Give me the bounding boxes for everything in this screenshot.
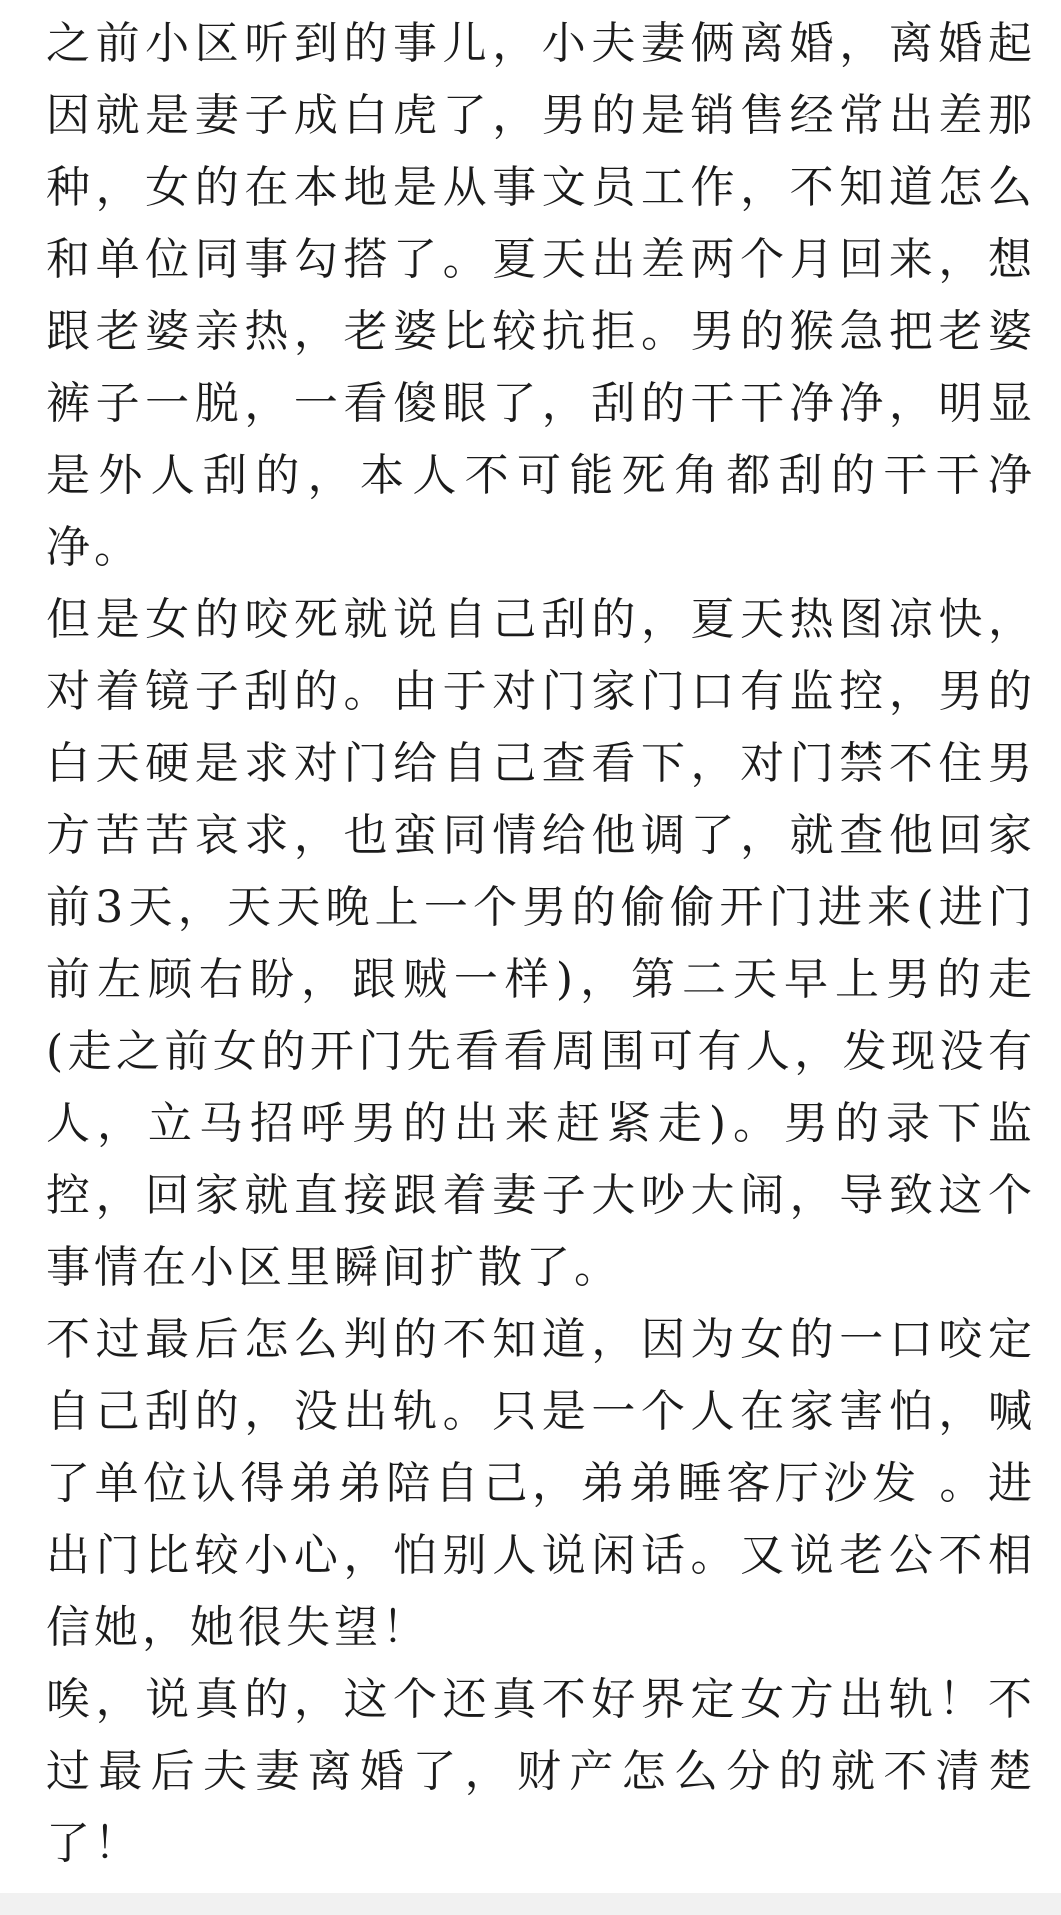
article-paragraph-4: 唉，说真的，这个还真不好界定女方出轨！不过最后夫妻离婚了，财产怎么分的就不清楚了！ xyxy=(46,1674,1036,1869)
article-body xyxy=(46,8,1036,1880)
article-paragraph-1: 之前小区听到的事儿，小夫妻俩离婚，离婚起因就是妻子成白虎了，男的是销售经常出差那种，女的在本地是从事文员工作，不知道怎么和单位同事勾搭了。夏天出差两个月回来，想跟老婆亲热，老婆比较抗拒。男的猴急把老婆裤子一脱，一看傻眼了，刮的干干净净，明显是外人刮的，本人不可能死角都刮的干干净净。 xyxy=(46,18,1036,573)
article-paragraph-2: 但是女的咬死就说自己刮的，夏天热图凉快，对着镜子刮的。由于对门家门口有监控，男的白天硬是求对门给自己查看下，对门禁不住男方苦苦哀求，也蛮同情给他调了，就查他回家前3天，天天晚上一个男的偷偷开门进来(进门前左顾右盼，跟贼一样)，第二天早上男的走(走之前女的开门先看看周围可有人，发现没有人，立马招呼男的出来赶紧走)。男的录下监控，回家就直接跟着妻子大吵大闹，导致这个事情在小区里瞬间扩散了。 xyxy=(46,594,1036,1293)
article-paragraph-3: 不过最后怎么判的不知道，因为女的一口咬定自己刮的，没出轨。只是一个人在家害怕，喊了单位认得弟弟陪自己，弟弟睡客厅沙发 。进出门比较小心，怕别人说闲话。又说老公不相信她，她很失望！ xyxy=(46,1314,1036,1653)
